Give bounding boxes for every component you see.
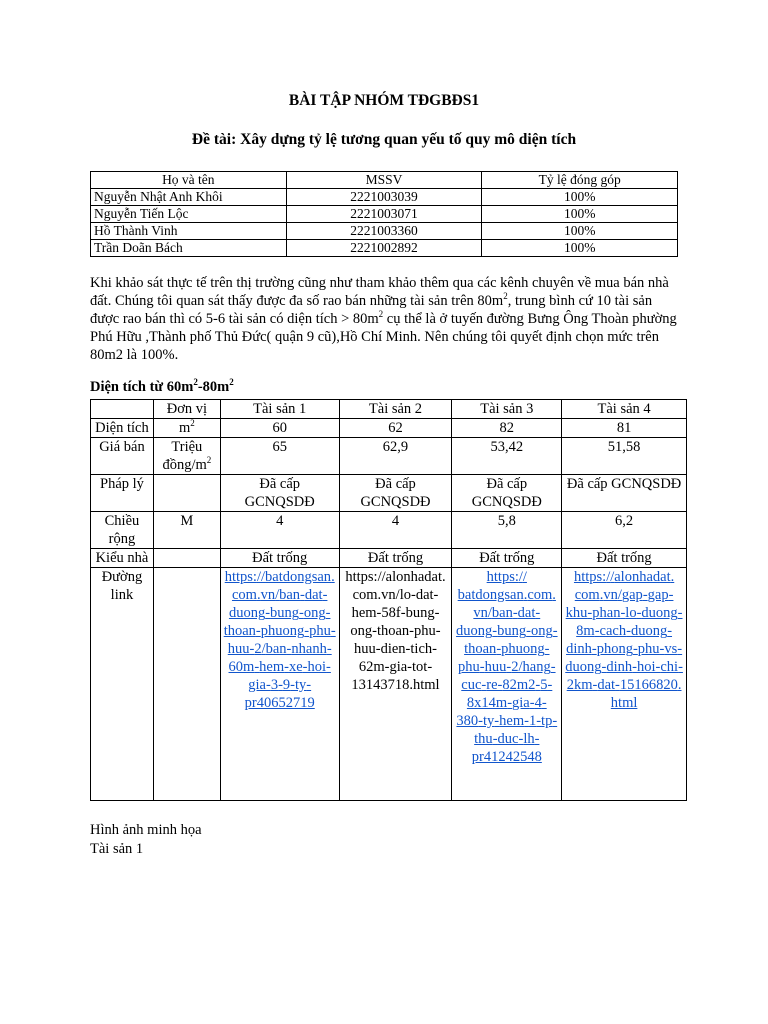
page-title: BÀI TẬP NHÓM TĐGBĐS1 [288, 92, 480, 109]
row-label: Giá bán [91, 438, 154, 475]
member-name: Hồ Thành Vinh [91, 223, 287, 240]
link-cell [452, 568, 562, 801]
value-cell: 51,58 [562, 438, 687, 475]
unit-cell [153, 419, 220, 438]
value-cell: 62 [339, 419, 452, 438]
link-cell [562, 568, 687, 801]
intro-text-2: , trung bình cứ 10 tài sản được rao bán thì có 5-6 tài sản có diện tích > 80m [90, 293, 653, 327]
listing-link[interactable]: https://batdongsan.com.vn/ban-dat-duong-bung-ong-thoan-phuong-phu-huu-2/hang-cuc-re-82m2-5-8x14m-gia-4-380-ty-hem-1-tp-thu-duc-lh-pr41242548 [456, 569, 558, 765]
row-width [91, 512, 687, 549]
value-cell: 82 [452, 419, 562, 438]
value-cell: 6,2 [562, 512, 687, 549]
superscript: 2 [190, 418, 195, 429]
header-contribution: Tỷ lệ đóng góp [482, 172, 678, 189]
row-legal [91, 475, 687, 512]
header-student-id: MSSV [286, 172, 482, 189]
superscript: 2 [193, 377, 198, 388]
section-heading-text: -80m [197, 379, 230, 395]
table-row [91, 206, 678, 223]
member-student-id: 2221003360 [286, 223, 482, 240]
value-cell: 65 [220, 438, 339, 475]
row-house-type [91, 549, 687, 568]
listing-link-text: https://alonhadat.com.vn/lo-dat-hem-58f-bung-ong-thoan-phu-huu-dien-tich-62m-gia-tot-13143718.html [345, 569, 446, 693]
member-contribution: 100% [482, 223, 678, 240]
link-cell [339, 568, 452, 801]
header-asset: Tài sản 1 [220, 400, 339, 419]
row-label: Đường link [91, 568, 154, 801]
corner-cell [91, 400, 154, 419]
superscript: 2 [206, 455, 212, 466]
unit-cell [153, 475, 220, 512]
table-row [91, 240, 678, 257]
row-label: Pháp lý [91, 475, 154, 512]
value-cell: Đã cấp GCNQSDĐ [220, 475, 339, 512]
value-cell: 4 [220, 512, 339, 549]
value-cell: Đã cấp GCNQSDĐ [452, 475, 562, 512]
row-price [91, 438, 687, 475]
member-name: Trần Doãn Bách [91, 240, 287, 257]
value-cell: Đất trống [339, 549, 452, 568]
listing-link[interactable]: https://batdongsan.com.vn/ban-dat-duong-bung-ong-thoan-phuong-phu-huu-2/ban-nhanh-60m-hem-xe-hoi-gia-3-9-ty-pr40652719 [223, 569, 336, 711]
asset-caption: Tài sản 1 [90, 841, 144, 857]
value-cell: Đất trống [452, 549, 562, 568]
member-student-id: 2221002892 [286, 240, 482, 257]
section-heading [90, 379, 234, 396]
table-row [91, 223, 678, 240]
members-table [90, 171, 678, 257]
row-label: Chiều rộng [91, 512, 154, 549]
intro-paragraph [90, 274, 682, 364]
table-row [91, 189, 678, 206]
assets-table [90, 399, 687, 801]
intro-text-1: Khi khảo sát thực tế trên thị trường cũng như tham khảo thêm qua các kênh chuyên về mua bán nhà đất. Chúng tôi quan sát thấy được đa số rao bán những tài sản trên 80m [90, 275, 669, 309]
page-subtitle: Đề tài: Xây dựng tỷ lệ tương quan yếu tố quy mô diện tích [191, 131, 577, 148]
unit-cell [153, 568, 220, 801]
header-name: Họ và tên [91, 172, 287, 189]
member-student-id: 2221003071 [286, 206, 482, 223]
value-cell: 60 [220, 419, 339, 438]
members-table-header [91, 172, 678, 189]
member-name: Nguyễn Nhật Anh Khôi [91, 189, 287, 206]
row-link [91, 568, 687, 801]
illustration-caption: Hình ảnh minh họa [90, 822, 202, 838]
value-cell: 81 [562, 419, 687, 438]
header-asset: Tài sản 3 [452, 400, 562, 419]
value-cell: Đã cấp GCNQSDĐ [562, 475, 687, 512]
member-contribution: 100% [482, 189, 678, 206]
value-cell: Đất trống [220, 549, 339, 568]
row-area [91, 419, 687, 438]
unit-text: Triệu đồng/m [162, 439, 207, 473]
unit-cell: M [153, 512, 220, 549]
row-label: Diện tích [91, 419, 154, 438]
header-asset: Tài sản 4 [562, 400, 687, 419]
value-cell: 62,9 [339, 438, 452, 475]
intro-text-3: cụ thể là ở tuyến đường Bưng Ông Thoàn phường Phú Hữu ,Thành phố Thủ Đức( quận 9 cũ),Hồ Chí Minh. Nên chúng tôi quyết định chọn mức trên 80m2 là 100%. [90, 311, 677, 363]
superscript: 2 [378, 309, 384, 320]
header-asset: Tài sản 2 [339, 400, 452, 419]
member-contribution: 100% [482, 240, 678, 257]
value-cell: 4 [339, 512, 452, 549]
unit-cell [153, 549, 220, 568]
member-contribution: 100% [482, 206, 678, 223]
value-cell: Đã cấp GCNQSDĐ [339, 475, 452, 512]
unit-text: m [178, 420, 191, 436]
superscript: 2 [229, 377, 234, 388]
unit-cell [153, 438, 220, 475]
row-label: Kiểu nhà [91, 549, 154, 568]
superscript: 2 [503, 291, 508, 302]
assets-header-row [91, 400, 687, 419]
link-cell [220, 568, 339, 801]
header-unit: Đơn vị [153, 400, 220, 419]
value-cell: 53,42 [452, 438, 562, 475]
value-cell: Đất trống [562, 549, 687, 568]
section-heading-text: Diện tích từ 60m [90, 379, 194, 395]
member-student-id: 2221003039 [286, 189, 482, 206]
listing-link[interactable]: https://alonhadat.com.vn/gap-gap-khu-phan-lo-duong-8m-cach-duong-dinh-phong-phu-vs-duong-dinh-hoi-chi-2km-dat-15166820.html [565, 569, 683, 711]
member-name: Nguyễn Tiến Lộc [91, 206, 287, 223]
value-cell: 5,8 [452, 512, 562, 549]
